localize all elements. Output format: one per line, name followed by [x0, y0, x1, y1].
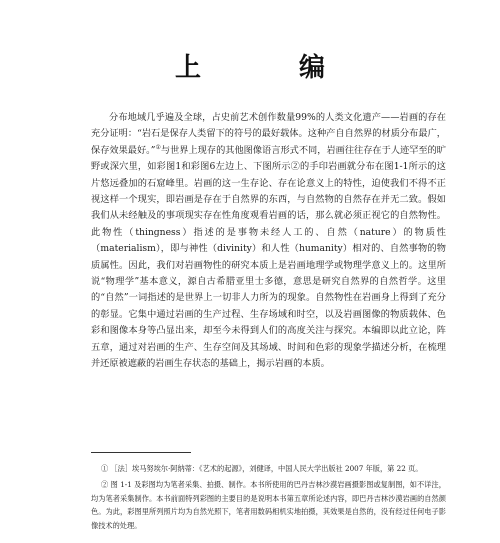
body-paragraph [91, 110, 446, 373]
body-text-part-2: 与世界上现存的其他图像语言形式不同，岩画往往存在于人迹罕至的旷野或深穴里，如彩图1和彩图6左边上、下图所示②的手印岩画就分布在图1-1所示的这片悠远叠加的石窟峰里。岩画的这一生存论、存在论意义上的特性，迫使我们不得不正视这样一个现实，即岩画是存在于自然界的东西，与自然物的自然存在并无二致。假如我们从未经触及的事项现实存在性角度观看岩画的话，那么就必须正视它的自然物性。此物性（thingness）指述的是事物未经人工的、自然（nature）的物质性（materialism），即与神性（divinity）和人性（humanity）相对的、自然事物的物质属性。因此，我们对岩画物性的研究本质上是岩画地理学或物理学意义上的。这里所说“物理学”基本意义，源自古希腊亚里士多德，意思是研究自然界的自然哲学。这里的“自然”一词指述的是世界上一切非人力所为的现象。自然物性在岩画身上得到了充分的彰显。它集中通过岩画的生产过程、生存场域和时空，以及岩画图像的物质载体、色彩和图像本身等凸显出来，却至今未得到人们的高度关注与探究。本编即以此立论，阵五章，通过对岩画的生产、生存空间及其场域、时间和色彩的现象学描述分析，在梳理并还原被遮蔽的岩画生存状态的基础上，揭示岩画的本质。 [91, 144, 446, 370]
footnote-1: ① ［法］埃马努埃尔·阿纳蒂：《艺术的起源》，刘健译，中国人民大学出版社 2007 年版，第 22 页。 [101, 464, 423, 473]
page-title: 上 编 [174, 53, 361, 83]
footnote-marker: ① [155, 143, 161, 151]
footnote-2: ② 图 1-1 及彩图均为笔者采集、拍摄、制作。本书所使用的巴丹吉林沙漠岩画摄影图或复制图，如不详注，均为笔者采集制作。本书前面特列彩图的主要目的是说明本书第五章所论述内容，即巴丹吉林沙漠岩画的自然颜色。为此，彩图里所列照片均为自然光照下，笔者用数码相机实地拍摄，其效果是自然的，没有经过任何电子影像技术的处理。 [91, 480, 446, 530]
body-text-part-1: 分布地域几乎遍及全球，占史前艺术创作数量99%的人类文化遗产——岩画的存在充分证明：“岩石是保存人类留下的符号的最好载体。这种产自自然界的材质分布最广，保存效果最好。” [91, 112, 446, 156]
footnote-divider [91, 452, 191, 453]
